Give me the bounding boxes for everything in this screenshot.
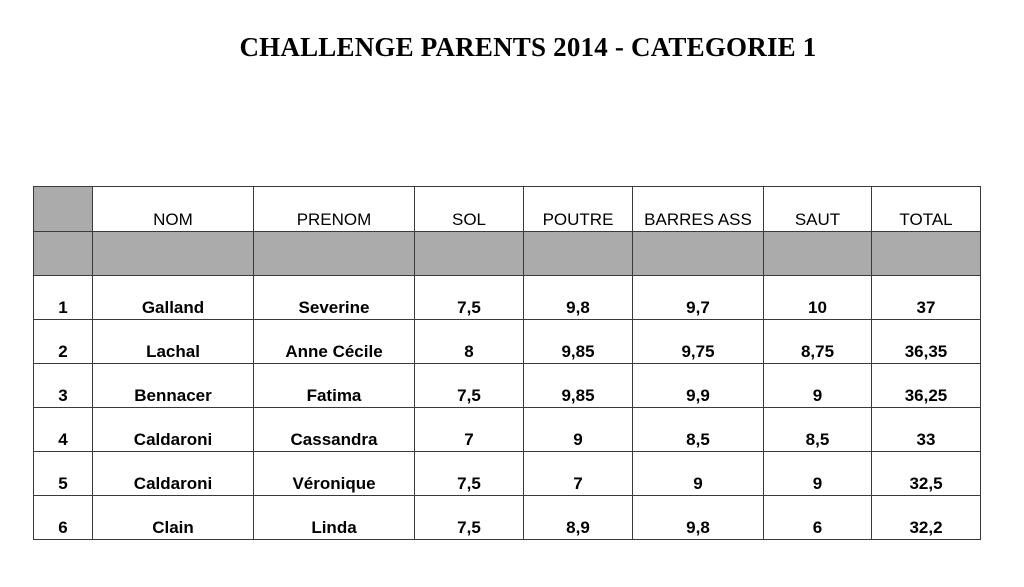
grey-cell [872,232,981,276]
rank-cell: 4 [34,408,93,452]
column-header-poutre: POUTRE [524,187,633,232]
poutre-cell: 7 [524,452,633,496]
nom-cell: Clain [93,496,254,540]
total-cell: 36,25 [872,364,981,408]
table-row [34,408,981,452]
nom-cell: Galland [93,276,254,320]
header-row [34,187,981,232]
saut-cell: 8,5 [764,408,872,452]
nom-cell: Caldaroni [93,408,254,452]
nom-cell: Lachal [93,320,254,364]
column-header-prenom: PRENOM [254,187,415,232]
barres-ass-cell: 9,9 [633,364,764,408]
results-table [33,186,981,540]
saut-cell: 9 [764,364,872,408]
total-cell: 32,2 [872,496,981,540]
poutre-cell: 8,9 [524,496,633,540]
table-row [34,496,981,540]
rank-cell: 2 [34,320,93,364]
table-row [34,452,981,496]
total-cell: 37 [872,276,981,320]
saut-cell: 8,75 [764,320,872,364]
barres-ass-cell: 9,75 [633,320,764,364]
barres-ass-cell: 9,8 [633,496,764,540]
total-cell: 32,5 [872,452,981,496]
table-row [34,364,981,408]
barres-ass-cell: 9 [633,452,764,496]
saut-cell: 6 [764,496,872,540]
total-cell: 36,35 [872,320,981,364]
nom-cell: Bennacer [93,364,254,408]
sol-cell: 7 [415,408,524,452]
column-header-saut: SAUT [764,187,872,232]
poutre-cell: 9,85 [524,320,633,364]
saut-cell: 10 [764,276,872,320]
table-row [34,320,981,364]
grey-cell [93,232,254,276]
page-title: CHALLENGE PARENTS 2014 - CATEGORIE 1 [239,32,817,62]
nom-cell: Caldaroni [93,452,254,496]
poutre-cell: 9,8 [524,276,633,320]
sol-cell: 7,5 [415,364,524,408]
grey-cell [524,232,633,276]
barres-ass-cell: 9,7 [633,276,764,320]
grey-cell [764,232,872,276]
prenom-cell: Anne Cécile [254,320,415,364]
rank-cell: 3 [34,364,93,408]
rank-header-cell [34,187,93,232]
prenom-cell: Linda [254,496,415,540]
prenom-cell: Severine [254,276,415,320]
barres-ass-cell: 8,5 [633,408,764,452]
prenom-cell: Cassandra [254,408,415,452]
poutre-cell: 9,85 [524,364,633,408]
grey-cell [633,232,764,276]
grey-cell [254,232,415,276]
prenom-cell: Fatima [254,364,415,408]
grey-spacer-row [34,232,981,276]
grey-cell [34,232,93,276]
rank-cell: 5 [34,452,93,496]
grey-cell [415,232,524,276]
column-header-sol: SOL [415,187,524,232]
prenom-cell: Véronique [254,452,415,496]
saut-cell: 9 [764,452,872,496]
sol-cell: 7,5 [415,276,524,320]
rank-cell: 6 [34,496,93,540]
sol-cell: 8 [415,320,524,364]
rank-cell: 1 [34,276,93,320]
table-row [34,276,981,320]
sol-cell: 7,5 [415,452,524,496]
column-header-total: TOTAL [872,187,981,232]
column-header-nom: NOM [93,187,254,232]
column-header-barres-ass: BARRES ASS [633,187,764,232]
total-cell: 33 [872,408,981,452]
poutre-cell: 9 [524,408,633,452]
sol-cell: 7,5 [415,496,524,540]
